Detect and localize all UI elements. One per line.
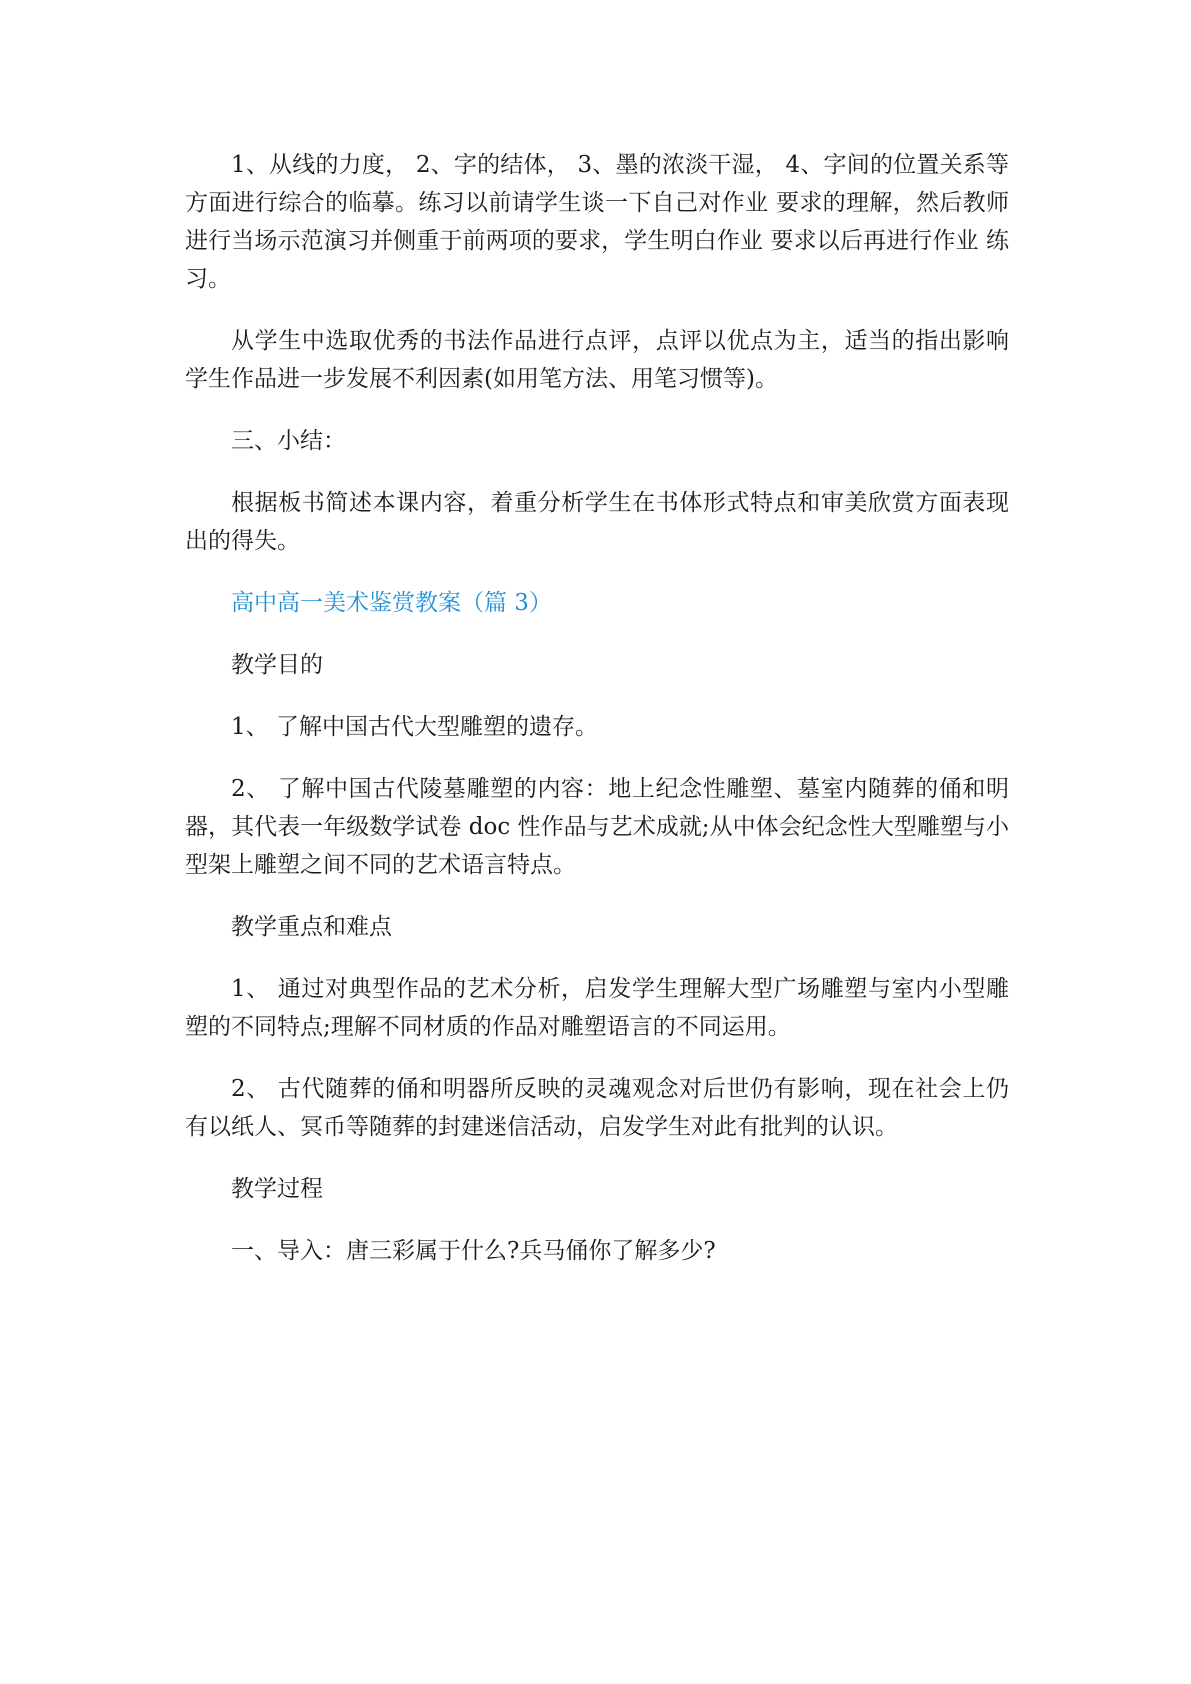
paragraph-review: 从学生中选取优秀的书法作品进行点评，点评以优点为主，适当的指出影响学生作品进一步发展不利因素(如用笔方法、用笔习惯等)。 bbox=[185, 328, 1009, 392]
paragraph-summary-title: 三、小结： bbox=[231, 428, 346, 454]
paragraph-summary: 根据板书简述本课内容，着重分析学生在书体形式特点和审美欣赏方面表现出的得失。 bbox=[185, 490, 1009, 554]
paragraph-introduction: 一、导入：唐三彩属于什么?兵马俑你了解多少? bbox=[231, 1238, 716, 1264]
paragraph-process-title: 教学过程 bbox=[231, 1176, 323, 1202]
paragraph-key-points-title: 教学重点和难点 bbox=[231, 914, 392, 940]
paragraph-key-point-1: 1、 通过对典型作品的艺术分析，启发学生理解大型广场雕塑与室内小型雕塑的不同特点;理解不同材质的作品对雕塑语言的不同运用。 bbox=[185, 976, 1009, 1040]
paragraph-goal-2: 2、 了解中国古代陵墓雕塑的内容：地上纪念性雕塑、墓室内随葬的俑和明器，其代表一年级数学试卷 doc 性作品与艺术成就;从中体会纪念性大型雕塑与小型架上雕塑之间不同的艺术语言特点。 bbox=[185, 776, 1009, 878]
document-body bbox=[185, 146, 1009, 1294]
section-heading-link[interactable]: 高中高一美术鉴赏教案（篇 3） bbox=[231, 590, 552, 616]
paragraph-key-point-2: 2、 古代随葬的俑和明器所反映的灵魂观念对后世仍有影响，现在社会上仍有以纸人、冥币等随葬的封建迷信活动，启发学生对此有批判的认识。 bbox=[185, 1076, 1009, 1140]
paragraph-practice-method: 1、从线的力度， 2、字的结体， 3、墨的浓淡干湿， 4、字间的位置关系等方面进行综合的临摹。练习以前请学生谈一下自己对作业 要求的理解，然后教师进行当场示范演习并侧重于前两项的要求，学生明白作业 要求以后再进行作业 练习。 bbox=[185, 152, 1009, 292]
paragraph-goals-title: 教学目的 bbox=[231, 652, 323, 678]
paragraph-goal-1: 1、 了解中国古代大型雕塑的遗存。 bbox=[231, 714, 598, 740]
